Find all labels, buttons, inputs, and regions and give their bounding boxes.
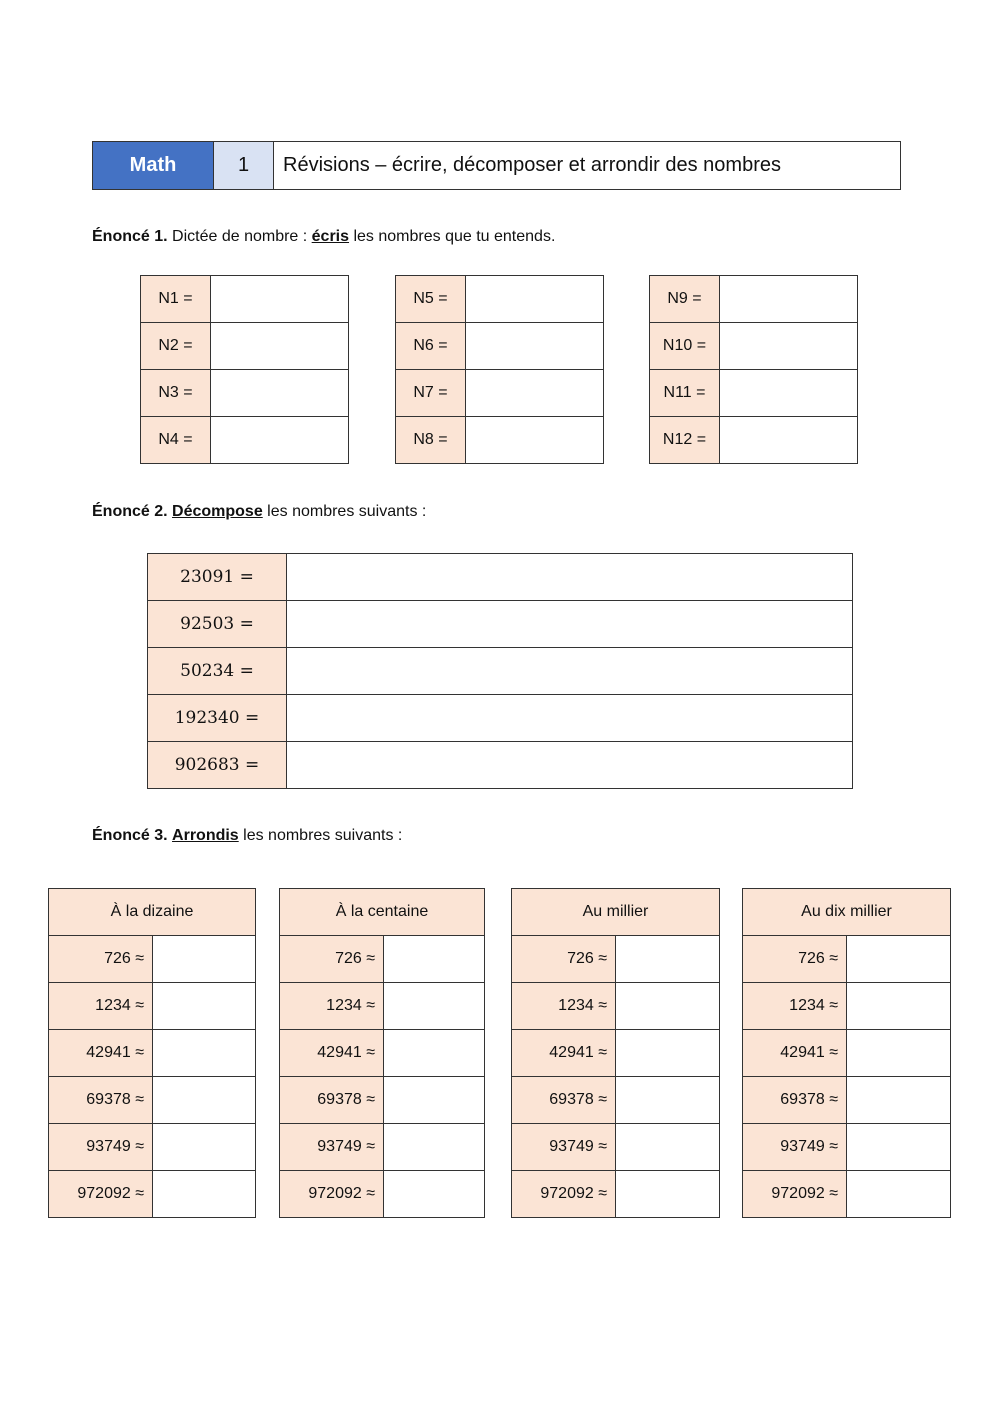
- rounding-answer-cell[interactable]: [153, 1030, 256, 1077]
- dictation-label: N8 =: [396, 417, 466, 464]
- number-label: 92503 =: [148, 601, 287, 648]
- exercise-1-instruction: [92, 228, 555, 246]
- decomposition-answer-cell[interactable]: [287, 554, 853, 601]
- rounding-value: 726 ≈: [49, 936, 153, 983]
- rounding-answer-cell[interactable]: [384, 936, 485, 983]
- rounding-answer-cell[interactable]: [384, 1077, 485, 1124]
- dictation-label: N3 =: [141, 370, 211, 417]
- dictation-table-1: [140, 275, 349, 464]
- rounding-answer-cell[interactable]: [616, 1124, 720, 1171]
- rounding-value: 972092 ≈: [49, 1171, 153, 1218]
- answer-cell[interactable]: [466, 276, 604, 323]
- rounding-answer-cell[interactable]: [153, 1171, 256, 1218]
- exercise-1-text-before: Dictée de nombre :: [172, 228, 312, 245]
- worksheet-header: [92, 141, 901, 190]
- rounding-heading: Au dix millier: [743, 889, 951, 936]
- exercise-3-instruction: [92, 827, 402, 845]
- rounding-value: 42941 ≈: [512, 1030, 616, 1077]
- answer-cell[interactable]: [720, 417, 858, 464]
- answer-cell[interactable]: [211, 323, 349, 370]
- rounding-value: 69378 ≈: [49, 1077, 153, 1124]
- exercise-2-instruction: [92, 503, 426, 521]
- rounding-value: 93749 ≈: [743, 1124, 847, 1171]
- rounding-table-thousands: [511, 888, 720, 1218]
- rounding-answer-cell[interactable]: [847, 983, 951, 1030]
- exercise-3-keyword: Arrondis: [172, 827, 239, 844]
- answer-cell[interactable]: [211, 417, 349, 464]
- rounding-answer-cell[interactable]: [153, 936, 256, 983]
- rounding-answer-cell[interactable]: [847, 1030, 951, 1077]
- rounding-answer-cell[interactable]: [384, 1030, 485, 1077]
- exercise-3-text-after: les nombres suivants :: [238, 827, 403, 844]
- rounding-value: 69378 ≈: [743, 1077, 847, 1124]
- rounding-answer-cell[interactable]: [616, 1171, 720, 1218]
- rounding-value: 726 ≈: [512, 936, 616, 983]
- dictation-table-3: [649, 275, 858, 464]
- rounding-answer-cell[interactable]: [847, 1171, 951, 1218]
- rounding-answer-cell[interactable]: [153, 1124, 256, 1171]
- answer-cell[interactable]: [211, 370, 349, 417]
- rounding-answer-cell[interactable]: [616, 983, 720, 1030]
- rounding-table-tens: [48, 888, 256, 1218]
- rounding-answer-cell[interactable]: [847, 936, 951, 983]
- decomposition-table: [147, 553, 853, 789]
- rounding-value: 42941 ≈: [49, 1030, 153, 1077]
- rounding-answer-cell[interactable]: [616, 1077, 720, 1124]
- answer-cell[interactable]: [211, 276, 349, 323]
- rounding-value: 726 ≈: [280, 936, 384, 983]
- rounding-answer-cell[interactable]: [384, 983, 485, 1030]
- exercise-1-keyword: écris: [311, 228, 350, 245]
- subject-cell: Math: [93, 142, 214, 190]
- rounding-value: 1234 ≈: [280, 983, 384, 1030]
- dictation-label: N5 =: [396, 276, 466, 323]
- dictation-label: N1 =: [141, 276, 211, 323]
- decomposition-answer-cell[interactable]: [287, 742, 853, 789]
- decomposition-answer-cell[interactable]: [287, 695, 853, 742]
- answer-cell[interactable]: [720, 370, 858, 417]
- rounding-answer-cell[interactable]: [153, 1077, 256, 1124]
- number-label: 50234 =: [148, 648, 287, 695]
- rounding-value: 69378 ≈: [280, 1077, 384, 1124]
- decomposition-answer-cell[interactable]: [287, 648, 853, 695]
- lesson-number-cell: 1: [214, 142, 274, 190]
- dictation-label: N2 =: [141, 323, 211, 370]
- exercise-2-text-after: les nombres suivants :: [262, 503, 427, 520]
- dictation-label: N11 =: [650, 370, 720, 417]
- answer-cell[interactable]: [466, 370, 604, 417]
- rounding-answer-cell[interactable]: [153, 983, 256, 1030]
- answer-cell[interactable]: [466, 323, 604, 370]
- rounding-answer-cell[interactable]: [847, 1124, 951, 1171]
- dictation-label: N12 =: [650, 417, 720, 464]
- number-label: 902683 =: [148, 742, 287, 789]
- dictation-label: N10 =: [650, 323, 720, 370]
- rounding-value: 42941 ≈: [280, 1030, 384, 1077]
- rounding-value: 1234 ≈: [49, 983, 153, 1030]
- rounding-heading: À la centaine: [280, 889, 485, 936]
- answer-cell[interactable]: [720, 276, 858, 323]
- rounding-answer-cell[interactable]: [384, 1124, 485, 1171]
- rounding-value: 1234 ≈: [512, 983, 616, 1030]
- exercise-1-label: Énoncé 1.: [92, 228, 168, 245]
- answer-cell[interactable]: [720, 323, 858, 370]
- number-label: 192340 =: [148, 695, 287, 742]
- page-title: Révisions – écrire, décomposer et arrondir des nombres: [274, 142, 901, 190]
- rounding-table-hundreds: [279, 888, 485, 1218]
- rounding-value: 726 ≈: [743, 936, 847, 983]
- rounding-answer-cell[interactable]: [847, 1077, 951, 1124]
- dictation-table-2: [395, 275, 604, 464]
- rounding-value: 69378 ≈: [512, 1077, 616, 1124]
- rounding-answer-cell[interactable]: [384, 1171, 485, 1218]
- rounding-answer-cell[interactable]: [616, 1030, 720, 1077]
- rounding-value: 93749 ≈: [280, 1124, 384, 1171]
- rounding-value: 1234 ≈: [743, 983, 847, 1030]
- dictation-label: N4 =: [141, 417, 211, 464]
- dictation-label: N9 =: [650, 276, 720, 323]
- exercise-3-label: Énoncé 3.: [92, 827, 168, 844]
- answer-cell[interactable]: [466, 417, 604, 464]
- exercise-1-text-after: les nombres que tu entends.: [349, 228, 556, 245]
- rounding-value: 42941 ≈: [743, 1030, 847, 1077]
- dictation-label: N7 =: [396, 370, 466, 417]
- decomposition-answer-cell[interactable]: [287, 601, 853, 648]
- rounding-heading: À la dizaine: [49, 889, 256, 936]
- rounding-answer-cell[interactable]: [616, 936, 720, 983]
- exercise-2-keyword: Décompose: [172, 503, 263, 520]
- number-label: 23091 =: [148, 554, 287, 601]
- rounding-value: 972092 ≈: [512, 1171, 616, 1218]
- rounding-value: 93749 ≈: [49, 1124, 153, 1171]
- rounding-value: 972092 ≈: [280, 1171, 384, 1218]
- rounding-value: 972092 ≈: [743, 1171, 847, 1218]
- rounding-value: 93749 ≈: [512, 1124, 616, 1171]
- exercise-2-label: Énoncé 2.: [92, 503, 168, 520]
- rounding-heading: Au millier: [512, 889, 720, 936]
- rounding-table-ten-thousands: [742, 888, 951, 1218]
- dictation-label: N6 =: [396, 323, 466, 370]
